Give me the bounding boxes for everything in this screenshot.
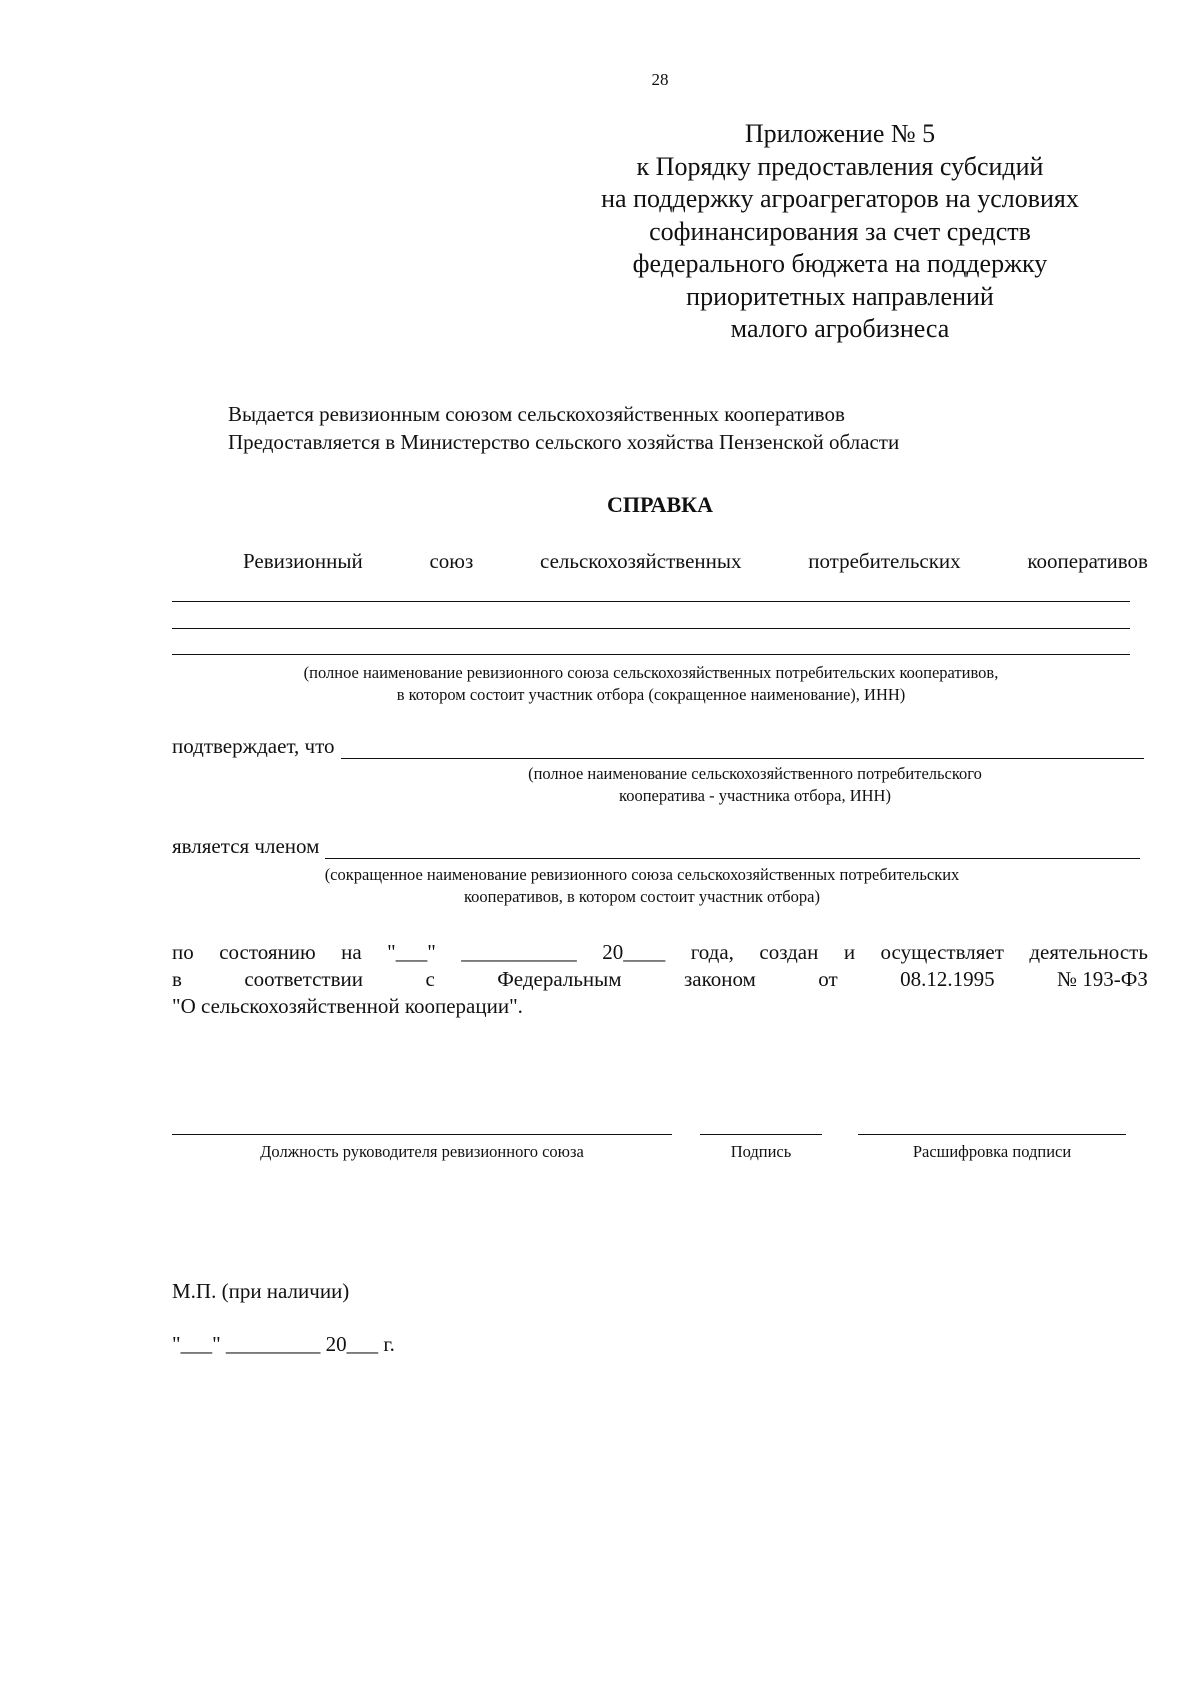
status-word: соответствии bbox=[244, 967, 364, 991]
stamp-note: М.П. (при наличии) bbox=[172, 1279, 350, 1303]
status-word: и bbox=[843, 940, 856, 964]
status-word: по bbox=[172, 940, 194, 964]
union-name-blank-2[interactable] bbox=[172, 628, 1130, 629]
status-word: с bbox=[425, 967, 435, 991]
decoding-signature-line[interactable] bbox=[858, 1134, 1126, 1135]
caption-line: в котором состоит участник отбора (сокращенное наименование), ИНН) bbox=[396, 685, 906, 704]
status-word: на bbox=[341, 940, 362, 964]
status-line-3: "О сельскохозяйственной кооперации". bbox=[172, 994, 523, 1018]
appendix-line: софинансирования за счет средств bbox=[649, 216, 1031, 246]
status-word: состоянию bbox=[219, 940, 316, 964]
status-word: осуществляет bbox=[880, 940, 1004, 964]
union-name-caption bbox=[172, 662, 1130, 706]
signature-line[interactable] bbox=[700, 1134, 822, 1135]
appendix-line: к Порядку предоставления субсидий bbox=[636, 151, 1044, 181]
position-caption: Должность руководителя ревизионного союза bbox=[260, 1142, 584, 1161]
page-number: 28 bbox=[651, 70, 669, 89]
appendix-line: приоритетных направлений bbox=[686, 281, 994, 311]
appendix-line: малого агробизнеса bbox=[730, 314, 950, 343]
status-word: создан bbox=[759, 940, 819, 964]
status-word: "___" bbox=[387, 940, 436, 964]
union-short-name-blank[interactable] bbox=[325, 838, 1140, 859]
caption-line: (сокращенное наименование ревизионного союза сельскохозяйственных потребительских bbox=[324, 865, 960, 884]
caption-line: (полное наименование сельскохозяйственного потребительского bbox=[528, 764, 982, 783]
intro-line bbox=[243, 549, 1148, 574]
appendix-line: на поддержку агроагрегаторов на условиях bbox=[601, 184, 1079, 213]
status-word: 08.12.1995 bbox=[900, 967, 995, 991]
submitted-to-line: Предоставляется в Министерство сельского хозяйства Пензенской области bbox=[228, 430, 900, 454]
position-signature-line[interactable] bbox=[172, 1134, 672, 1135]
intro-word: потребительских bbox=[808, 549, 961, 573]
status-line-1 bbox=[172, 940, 1148, 965]
appendix-line: Приложение № 5 bbox=[744, 119, 936, 148]
member-label: является членом bbox=[172, 834, 320, 858]
status-word: 20____ bbox=[602, 940, 666, 964]
appendix-line: федерального бюджета на поддержку bbox=[632, 249, 1048, 278]
confirms-line bbox=[172, 734, 1144, 759]
caption-line: (полное наименование ревизионного союза сельскохозяйственных потребительских кооперативов, bbox=[303, 663, 999, 682]
union-name-blank-3[interactable] bbox=[172, 654, 1130, 655]
document-title: СПРАВКА bbox=[606, 492, 714, 517]
caption-line: кооператива - участника отбора, ИНН) bbox=[619, 786, 891, 805]
member-caption bbox=[232, 864, 1052, 908]
status-word: в bbox=[172, 967, 182, 991]
status-word: ___________ bbox=[461, 940, 577, 964]
issued-by-line: Выдается ревизионным союзом сельскохозяйственных кооперативов bbox=[228, 402, 845, 426]
status-word: № 193-ФЗ bbox=[1057, 967, 1148, 991]
intro-word: союз bbox=[429, 549, 474, 573]
status-line-2 bbox=[172, 967, 1148, 992]
cooperative-caption bbox=[470, 763, 1040, 807]
signature-caption: Подпись bbox=[730, 1142, 792, 1161]
confirms-label: подтверждает, что bbox=[172, 734, 335, 758]
intro-word: кооперативов bbox=[1027, 549, 1148, 573]
status-word: законом bbox=[683, 967, 756, 991]
appendix-header bbox=[580, 118, 1100, 346]
intro-word: Ревизионный bbox=[243, 549, 363, 573]
status-word: Федеральным bbox=[497, 967, 622, 991]
member-line bbox=[172, 834, 1140, 859]
status-word: года, bbox=[690, 940, 734, 964]
status-word: от bbox=[818, 967, 838, 991]
cooperative-name-blank[interactable] bbox=[341, 738, 1144, 759]
status-word: деятельность bbox=[1029, 940, 1148, 964]
caption-line: кооперативов, в котором состоит участник отбора) bbox=[464, 887, 820, 906]
date-line: "___" _________ 20___ г. bbox=[172, 1332, 395, 1356]
intro-word: сельскохозяйственных bbox=[540, 549, 742, 573]
union-name-blank-1[interactable] bbox=[172, 601, 1130, 602]
decoding-caption: Расшифровка подписи bbox=[912, 1142, 1072, 1161]
